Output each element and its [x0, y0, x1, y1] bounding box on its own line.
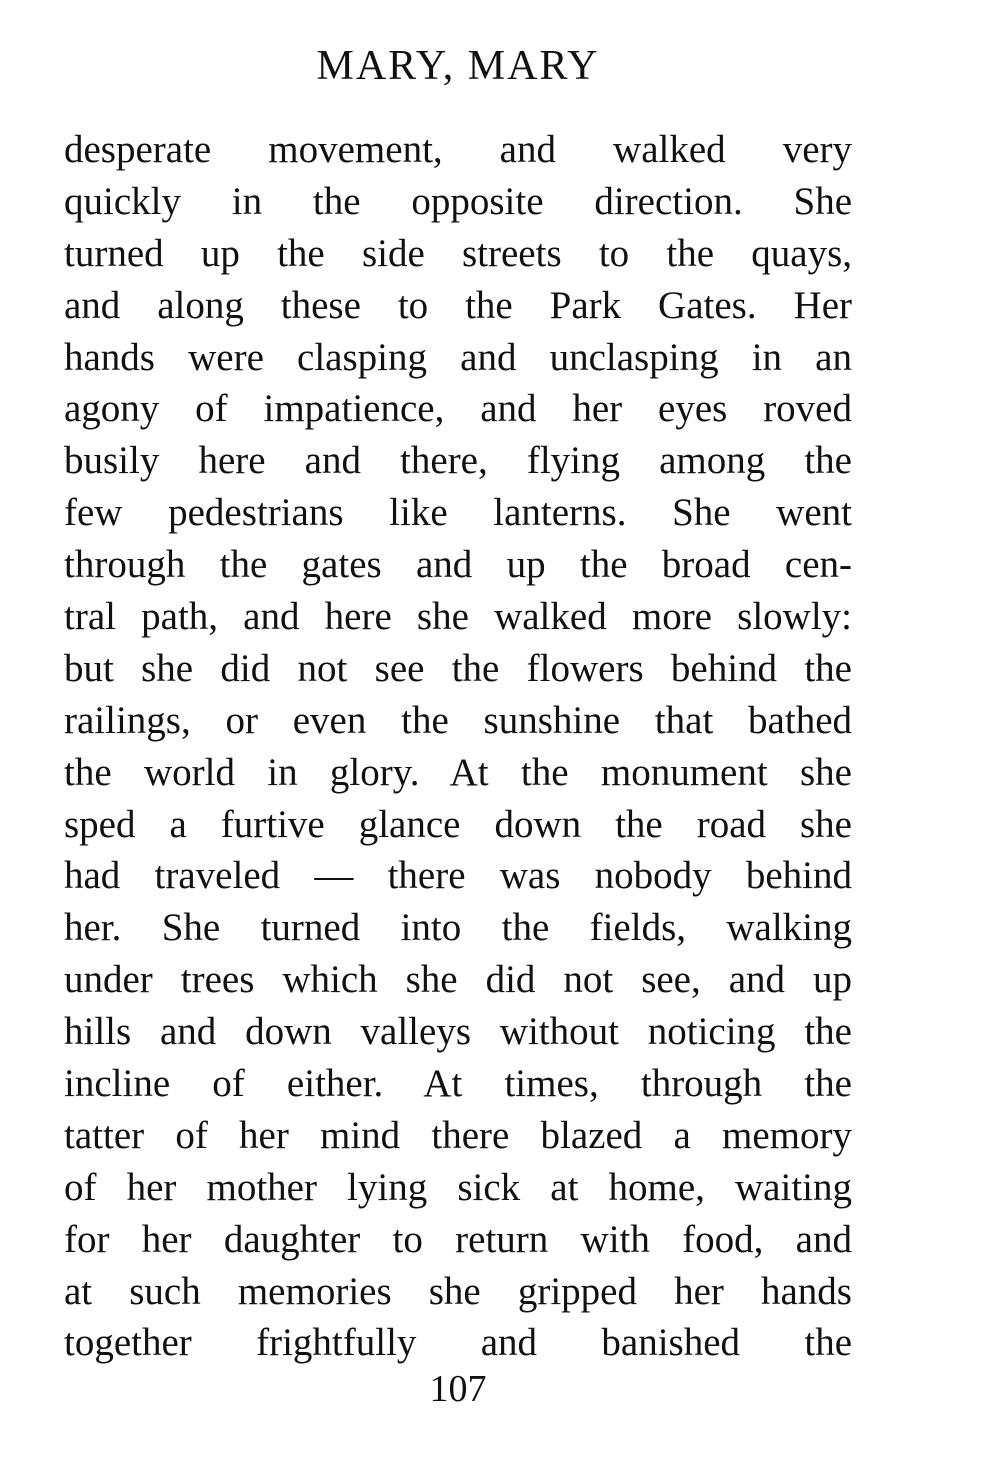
text-line: incline of either. At times, through the [64, 1062, 852, 1106]
text-line: her. She turned into the fields, walking [64, 906, 852, 950]
running-head: MARY, MARY [316, 43, 600, 89]
text-line: sped a furtive glance down the road she [64, 802, 852, 846]
text-line: for her daughter to return with food, and [64, 1217, 852, 1261]
text-line: hands were clasping and unclasping in an [64, 335, 852, 379]
text-line: through the gates and up the broad cen- [64, 543, 852, 587]
text-line: busily here and there, flying among the [64, 439, 852, 483]
text-line: hills and down valleys without noticing the [64, 1010, 852, 1054]
text-line: agony of impatience, and her eyes roved [64, 387, 852, 431]
text-line: desperate movement, and walked very [64, 128, 852, 171]
body-text [64, 124, 852, 1369]
text-line: quickly in the opposite direction. She [64, 179, 852, 223]
text-line: had traveled — there was nobody behind [64, 854, 852, 898]
text-line: together frightfully and banished the [64, 1321, 852, 1365]
text-line: few pedestrians like lanterns. She went [64, 491, 852, 535]
text-line: turned up the side streets to the quays, [64, 231, 852, 275]
text-line: tral path, and here she walked more slowly: [64, 595, 852, 639]
text-line: tatter of her mind there blazed a memory [64, 1113, 852, 1157]
text-line: the world in glory. At the monument she [64, 750, 852, 794]
text-line: and along these to the Park Gates. Her [64, 283, 852, 327]
text-line: at such memories she gripped her hands [64, 1269, 852, 1313]
text-line: under trees which she did not see, and up [64, 958, 852, 1002]
page-number: 107 [429, 1368, 487, 1410]
text-line: railings, or even the sunshine that bathed [64, 698, 852, 742]
text-line: but she did not see the flowers behind the [64, 646, 852, 690]
text-line: of her mother lying sick at home, waiting [64, 1165, 852, 1209]
